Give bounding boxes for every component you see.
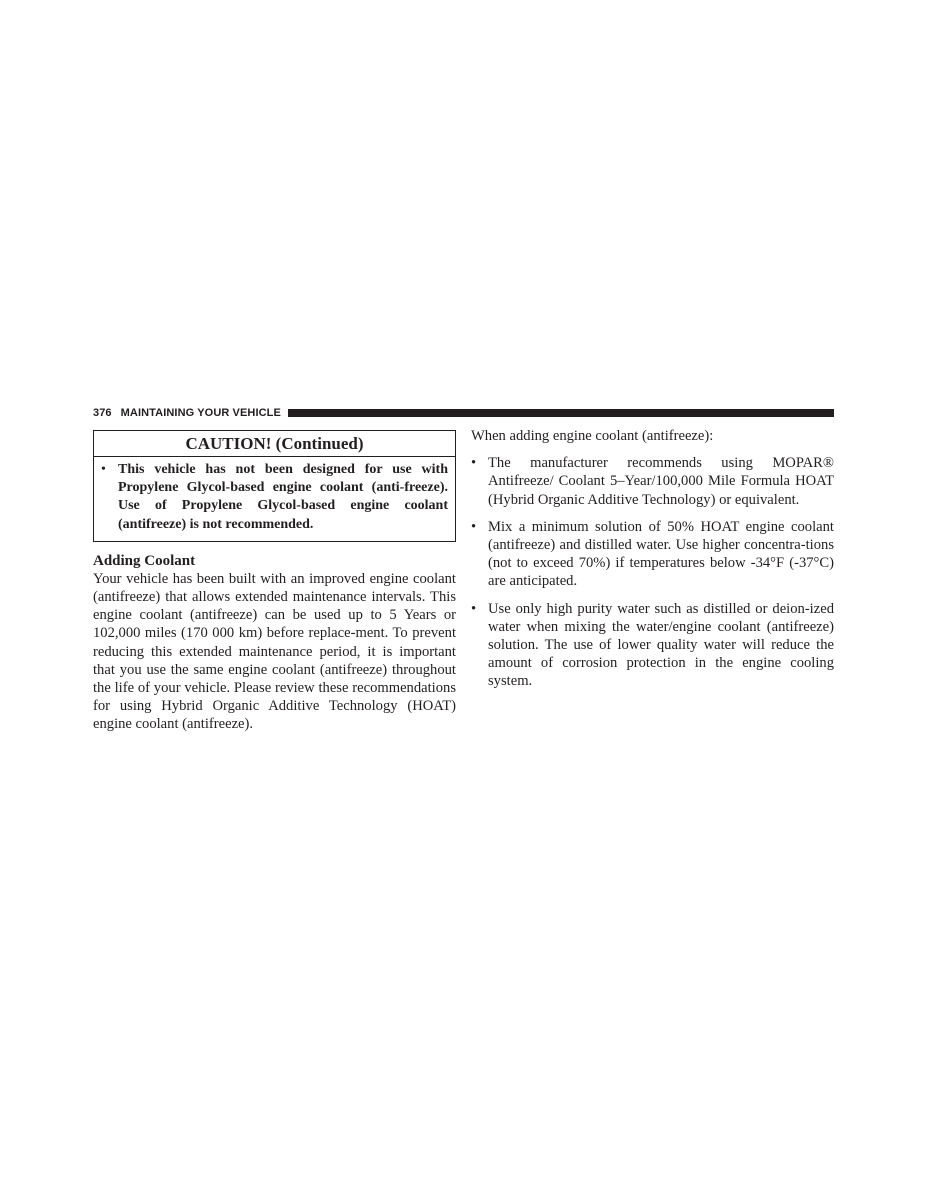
right-column [471, 427, 834, 700]
bullet-dot-icon: • [101, 462, 106, 477]
list-item [471, 518, 834, 591]
bullet-dot-icon: • [471, 455, 477, 472]
section-title: MAINTAINING YOUR VEHICLE [120, 407, 281, 419]
bullet-dot-icon: • [471, 518, 477, 535]
list-item-text: Use only high purity water such as distilled or deion-ized water when mixing the water/engine coolant (antifreeze) solution. The use of lower quality water will reduce the amount of corrosion protection in the engine cooling system. [488, 600, 834, 690]
caution-bullet-text: This vehicle has not been designed for use with Propylene Glycol-based engine coolant (anti-freeze). Use of Propylene Glycol-based engine coolant (antifreeze) is not recommended. [118, 462, 448, 532]
list-item [471, 454, 834, 509]
page-number: 376 [93, 407, 112, 419]
bullet-dot-icon: • [471, 600, 477, 617]
list-item-text: Mix a minimum solution of 50% HOAT engine coolant (antifreeze) and distilled water. Use higher concentra-tions (not to exceed 70%) if temperatures below -34°F (-37°C) are anticipated. [488, 518, 834, 590]
list-item [471, 600, 834, 691]
page-header [93, 406, 834, 420]
coolant-intro: When adding engine coolant (antifreeze): [471, 428, 714, 444]
adding-coolant-heading: Adding Coolant [93, 552, 196, 569]
caution-box [93, 430, 456, 542]
list-item-text: The manufacturer recommends using MOPAR® Antifreeze/ Coolant 5–Year/100,000 Mile Formula HOAT (Hybrid Organic Additive Technology) or equivalent. [488, 455, 834, 508]
caution-body [94, 457, 455, 541]
header-rule [288, 409, 834, 417]
caution-bullet [101, 461, 448, 534]
caution-title: CAUTION! (Continued) [94, 431, 455, 457]
left-column [93, 430, 456, 734]
adding-coolant-paragraph: Your vehicle has been built with an improved engine coolant (antifreeze) that allows extended maintenance intervals. This engine coolant (antifreeze) can be used up to 5 Years or 102,000 miles (170 000 km) before replace-ment. To prevent reducing this extended maintenance period, it is important that you use the same engine coolant (antifreeze) throughout the life of your vehicle. Please review these recommendations for using Hybrid Organic Additive Technology (HOAT) engine coolant (antifreeze). [93, 570, 456, 733]
